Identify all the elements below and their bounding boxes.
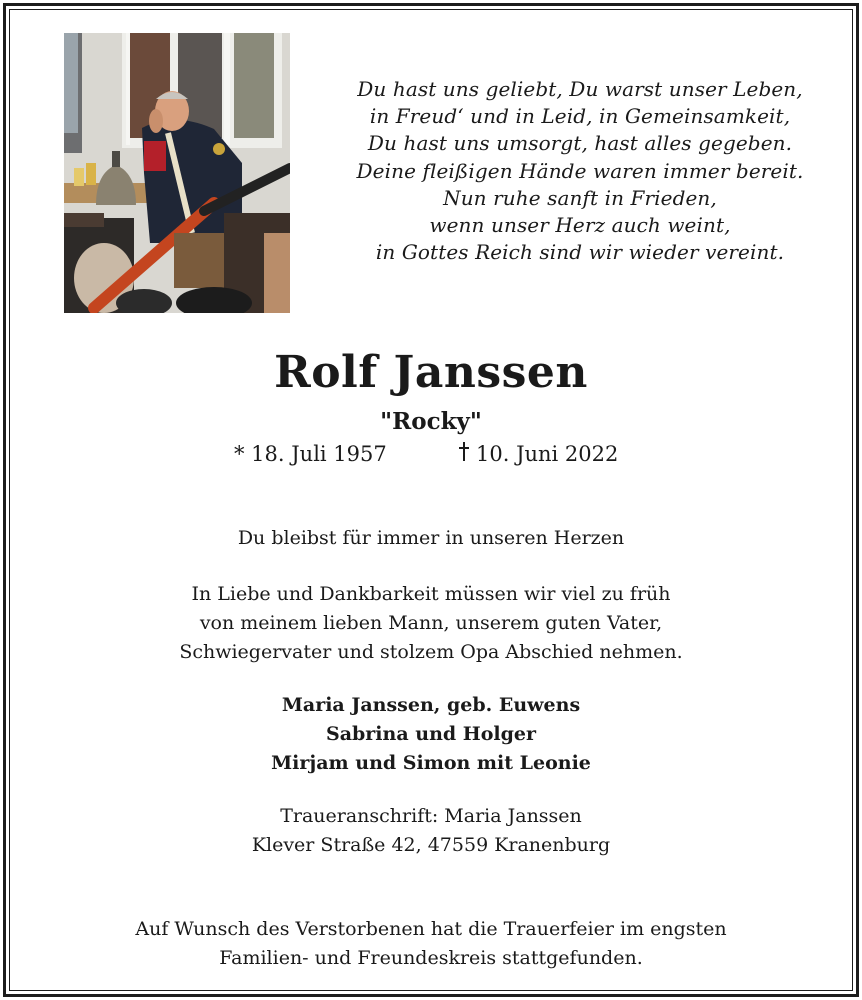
- notice-line: Familien- und Freundeskreis stattgefunden.: [219, 947, 643, 969]
- address-line1: Traueranschrift: Maria Janssen: [280, 805, 582, 827]
- poem-line: Nun ruhe sanft in Frieden,: [443, 185, 717, 210]
- message-line: von meinem lieben Mann, unserem guten Vater,: [199, 612, 663, 634]
- portrait-photo: [64, 33, 290, 313]
- notice-line: Auf Wunsch des Verstorbenen hat die Trauerfeier im engsten: [135, 918, 727, 940]
- mourner: Maria Janssen, geb. Euwens: [281, 694, 581, 716]
- death-date-line: [458, 440, 618, 468]
- message-line: In Liebe und Dankbarkeit müssen wir viel zu früh: [191, 583, 671, 605]
- address-block: [0, 802, 862, 860]
- mourner: Sabrina und Holger: [325, 723, 537, 745]
- message-block: [0, 580, 862, 667]
- poem-line: Deine fleißigen Hände waren immer bereit.: [356, 158, 804, 183]
- tagline: Du bleibst für immer in unseren Herzen: [237, 527, 625, 549]
- death-date: 10. Juni 2022: [476, 442, 619, 466]
- deceased-nickname: "Rocky": [380, 408, 482, 435]
- address-line2: Klever Straße 42, 47559 Kranenburg: [251, 834, 611, 856]
- notice-block: [0, 915, 862, 973]
- deceased-name: Rolf Janssen: [274, 347, 588, 398]
- poem-line: wenn unser Herz auch weint,: [429, 213, 731, 238]
- poem-line: Du hast uns geliebt, Du warst unser Leben,: [357, 77, 803, 101]
- birth-date: * 18. Juli 1957: [234, 442, 387, 466]
- poem-line: in Freud‘ und in Leid, in Gemeinsamkeit,: [369, 104, 791, 129]
- cross-icon: [458, 442, 470, 462]
- poem: [315, 76, 845, 266]
- tagline-block: [0, 524, 862, 553]
- poem-line: Du hast uns umsorgt, hast alles gegeben.: [367, 131, 793, 156]
- message-line: Schwiegervater und stolzem Opa Abschied nehmen.: [179, 641, 683, 663]
- mourners-list: [0, 691, 862, 778]
- poem-line: in Gottes Reich sind wir wieder vereint.: [375, 240, 785, 265]
- mourner: Mirjam und Simon mit Leonie: [271, 752, 591, 774]
